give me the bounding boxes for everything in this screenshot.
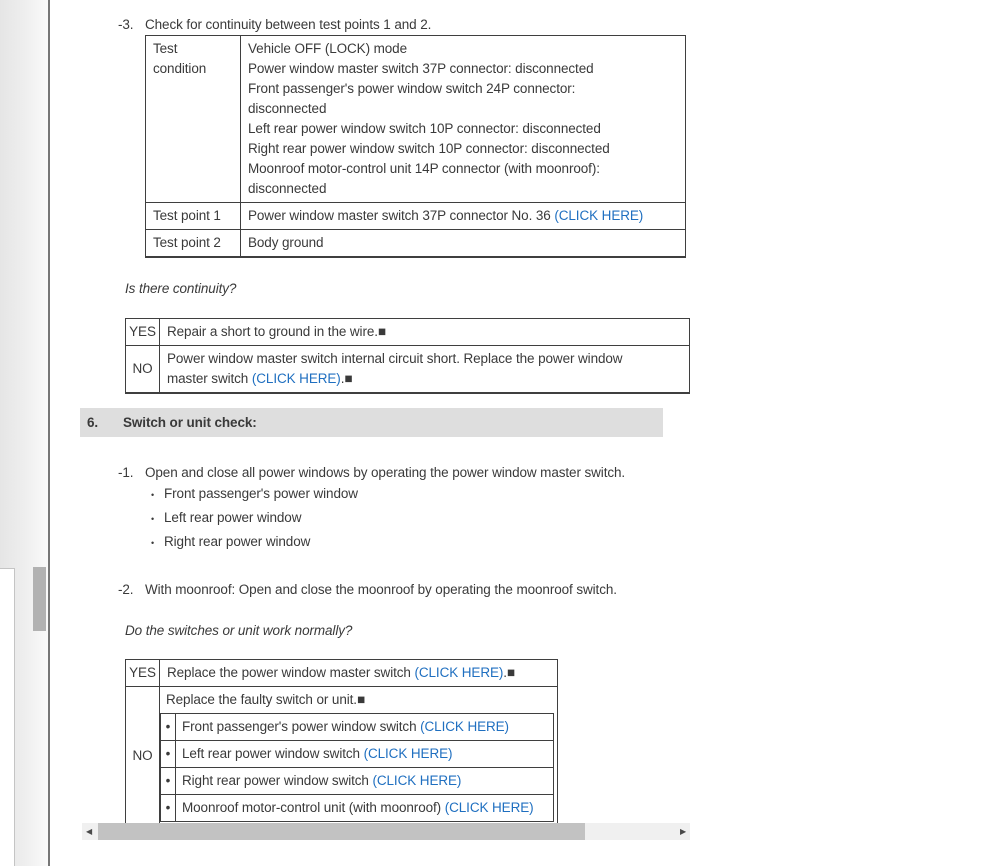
section-title: Switch or unit check: — [123, 415, 257, 430]
bullet-icon: • — [151, 514, 155, 524]
test-condition-table — [145, 35, 686, 258]
step-3-text: Check for continuity between test points 1 and 2. — [145, 17, 432, 32]
question-switches: Do the switches or unit work normally? — [125, 623, 353, 638]
test-condition-label-cell: Test condition — [146, 36, 241, 203]
table-row — [161, 768, 554, 795]
test-point-2-value-cell: Body ground — [241, 230, 686, 258]
faulty-unit-item — [176, 741, 554, 768]
condition-line: Moonroof motor-control unit 14P connector (with moonroof): — [248, 161, 600, 176]
faulty-unit-item — [176, 714, 554, 741]
faulty-unit-item — [176, 795, 554, 822]
test-point-1-text: Power window master switch 37P connector No. 36 — [248, 208, 555, 223]
step-1-text: Open and close all power windows by operating the power window master switch. — [145, 465, 626, 480]
left-pane-content-box — [0, 568, 15, 866]
bullet-icon: • — [161, 741, 176, 768]
list-item — [151, 486, 551, 503]
no-action-line2-suffix: .■ — [340, 371, 353, 386]
condition-line: Left rear power window switch 10P connector: disconnected — [248, 121, 601, 136]
yes-label-cell: YES — [126, 319, 160, 346]
no-action-line1: Power window master switch internal circuit short. Replace the power window — [167, 351, 623, 366]
scroll-left-arrow-icon[interactable]: ◀ — [85, 827, 93, 836]
list-item — [151, 534, 551, 551]
bullet-icon: • — [151, 538, 155, 548]
moonroof-unit-click-here-link[interactable]: (CLICK HERE) — [444, 800, 534, 815]
list-item-text: Right rear power window — [164, 534, 311, 549]
test-point-2-label-cell: Test point 2 — [146, 230, 241, 258]
test-point-1-value-cell — [241, 203, 686, 230]
item-text: Moonroof motor-control unit (with moonroof) — [182, 800, 445, 815]
no-action-cell — [160, 346, 690, 394]
no-action-line2-text: master switch — [167, 371, 252, 386]
condition-line: disconnected — [248, 181, 327, 196]
step-1-line — [118, 465, 738, 481]
no-action-heading: Replace the faulty switch or unit.■ — [166, 692, 366, 707]
condition-line: Vehicle OFF (LOCK) mode — [248, 41, 408, 56]
section-header — [80, 408, 663, 437]
table-row — [146, 230, 686, 258]
yes-action-cell — [160, 660, 558, 687]
yes-action-suffix: .■ — [503, 665, 515, 680]
faulty-unit-list-table — [160, 713, 554, 822]
list-item — [151, 510, 551, 527]
bullet-icon: • — [161, 795, 176, 822]
step-3-number: -3. — [118, 17, 134, 32]
no-label-cell: NO — [126, 687, 160, 826]
table-row — [161, 795, 554, 822]
yes-action-text: Replace the power window master switch — [167, 665, 415, 680]
table-row — [126, 687, 558, 826]
pane-divider[interactable] — [48, 0, 50, 866]
bullet-icon: • — [161, 768, 176, 795]
scroll-right-arrow-icon[interactable]: ▶ — [679, 827, 687, 836]
replace-master-switch-click-here-link[interactable]: (CLICK HERE) — [251, 371, 341, 386]
condition-line: Front passenger's power window switch 24P connector: — [248, 81, 576, 96]
no-action-line2 — [167, 369, 682, 389]
front-passenger-switch-click-here-link[interactable]: (CLICK HERE) — [420, 719, 509, 734]
step-1-number: -1. — [118, 465, 134, 480]
test-condition-value-cell — [241, 36, 686, 203]
table-row — [146, 203, 686, 230]
replace-master-switch-click-here-link[interactable]: (CLICK HERE) — [414, 665, 504, 680]
table-row — [161, 741, 554, 768]
item-text: Front passenger's power window switch — [182, 719, 421, 734]
list-item-text: Left rear power window — [164, 510, 302, 525]
horizontal-scrollbar[interactable] — [82, 823, 690, 840]
right-rear-switch-click-here-link[interactable]: (CLICK HERE) — [372, 773, 462, 788]
item-text: Right rear power window switch — [182, 773, 373, 788]
table-row — [126, 660, 558, 687]
step-2-line — [118, 582, 738, 598]
table-row — [126, 319, 690, 346]
switch-result-table — [125, 659, 558, 826]
condition-line: disconnected — [248, 101, 327, 116]
section-number: 6. — [87, 415, 99, 430]
faulty-unit-item — [176, 768, 554, 795]
table-row — [161, 714, 554, 741]
left-rear-switch-click-here-link[interactable]: (CLICK HERE) — [363, 746, 453, 761]
vertical-scrollbar-thumb[interactable] — [33, 567, 46, 631]
yes-label-cell: YES — [126, 660, 160, 687]
condition-line: Power window master switch 37P connector: disconnected — [248, 61, 594, 76]
continuity-result-table — [125, 318, 690, 394]
bullet-icon: • — [151, 490, 155, 500]
item-text: Left rear power window switch — [182, 746, 364, 761]
table-row — [126, 346, 690, 394]
bullet-icon: • — [161, 714, 176, 741]
test-point-1-click-here-link[interactable]: (CLICK HERE) — [554, 208, 644, 223]
step-2-number: -2. — [118, 582, 134, 597]
test-point-1-label-cell: Test point 1 — [146, 203, 241, 230]
no-action-cell — [160, 687, 558, 826]
table-row — [146, 36, 686, 203]
no-label-cell: NO — [126, 346, 160, 394]
condition-line: Right rear power window switch 10P connector: disconnected — [248, 141, 610, 156]
yes-action-cell: Repair a short to ground in the wire.■ — [160, 319, 690, 346]
horizontal-scrollbar-thumb[interactable] — [98, 823, 585, 840]
question-continuity: Is there continuity? — [125, 281, 237, 296]
step-2-text: With moonroof: Open and close the moonroof by operating the moonroof switch. — [145, 582, 617, 597]
list-item-text: Front passenger's power window — [164, 486, 358, 501]
step-3-line — [118, 17, 718, 33]
